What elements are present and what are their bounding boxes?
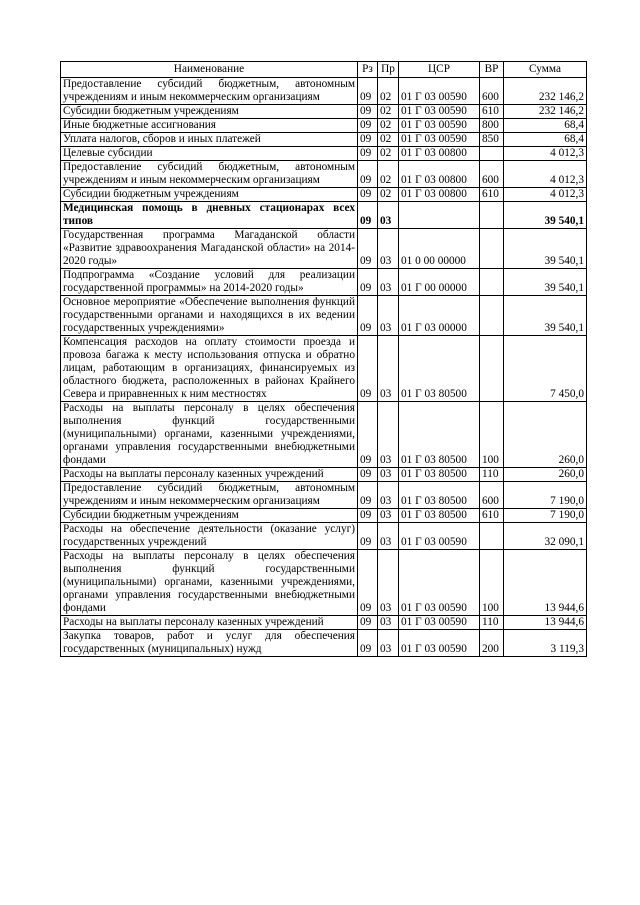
cell-vr: 610	[480, 105, 504, 119]
cell-name: Уплата налогов, сборов и иных платежей	[61, 133, 358, 147]
table-row	[61, 616, 587, 630]
cell-name: Медицинская помощь в дневных стационарах всех типов	[61, 202, 358, 229]
cell-pr: 03	[378, 336, 399, 402]
cell-sum: 260,0	[504, 402, 587, 468]
cell-name: Предоставление субсидий бюджетным, автономным учреждениям и иным некоммерческим организациям	[61, 78, 358, 105]
cell-vr: 110	[480, 616, 504, 630]
cell-vr	[480, 269, 504, 296]
cell-sum: 7 450,0	[504, 336, 587, 402]
cell-sum: 13 944,6	[504, 616, 587, 630]
cell-rz: 09	[358, 161, 378, 188]
cell-sum: 68,4	[504, 133, 587, 147]
cell-rz: 09	[358, 630, 378, 657]
cell-sum: 232 146,2	[504, 105, 587, 119]
cell-pr: 02	[378, 105, 399, 119]
cell-csr: 01 Г 03 00800	[399, 161, 480, 188]
cell-pr: 03	[378, 509, 399, 523]
cell-rz: 09	[358, 105, 378, 119]
cell-pr: 03	[378, 523, 399, 550]
cell-csr: 01 Г 03 00590	[399, 523, 480, 550]
cell-rz: 09	[358, 296, 378, 336]
cell-name: Расходы на выплаты персоналу в целях обеспечения выполнения функций государственными (муниципальными) органами, казенными учреждениями, органами управления государственными внебюджетными фондами	[61, 550, 358, 616]
cell-sum: 232 146,2	[504, 78, 587, 105]
column-header-csr: ЦСР	[399, 62, 480, 78]
cell-name: Субсидии бюджетным учреждениям	[61, 509, 358, 523]
cell-pr: 03	[378, 468, 399, 482]
cell-sum: 260,0	[504, 468, 587, 482]
table-row	[61, 133, 587, 147]
cell-vr	[480, 147, 504, 161]
cell-csr: 01 Г 03 00590	[399, 630, 480, 657]
cell-name: Закупка товаров, работ и услуг для обеспечения государственных (муниципальных) нужд	[61, 630, 358, 657]
cell-name: Компенсация расходов на оплату стоимости проезда и провоза багажа к месту использования отпуска и обратно лицам, работающим в организациях, финансируемых из областного бюджета, расположенных в районах Крайнего Севера и приравненных к ним местностях	[61, 336, 358, 402]
cell-pr: 02	[378, 147, 399, 161]
cell-csr: 01 Г 03 00590	[399, 550, 480, 616]
cell-pr: 03	[378, 482, 399, 509]
table-row	[61, 229, 587, 269]
cell-vr: 100	[480, 550, 504, 616]
cell-rz: 09	[358, 402, 378, 468]
header-row	[61, 62, 587, 78]
cell-sum: 13 944,6	[504, 550, 587, 616]
cell-rz: 09	[358, 509, 378, 523]
table-row	[61, 105, 587, 119]
cell-vr: 600	[480, 482, 504, 509]
cell-rz: 09	[358, 119, 378, 133]
cell-rz: 09	[358, 202, 378, 229]
cell-csr: 01 Г 00 00000	[399, 269, 480, 296]
cell-csr	[399, 202, 480, 229]
cell-sum: 39 540,1	[504, 296, 587, 336]
cell-vr: 610	[480, 509, 504, 523]
table-row	[61, 202, 587, 229]
cell-rz: 09	[358, 336, 378, 402]
cell-name: Предоставление субсидий бюджетным, автономным учреждениям и иным некоммерческим организациям	[61, 161, 358, 188]
cell-csr: 01 Г 03 00590	[399, 119, 480, 133]
cell-pr: 03	[378, 630, 399, 657]
table-row	[61, 550, 587, 616]
cell-sum: 4 012,3	[504, 188, 587, 202]
cell-rz: 09	[358, 188, 378, 202]
cell-sum: 39 540,1	[504, 269, 587, 296]
cell-vr	[480, 202, 504, 229]
cell-pr: 03	[378, 202, 399, 229]
cell-name: Расходы на выплаты персоналу в целях обеспечения выполнения функций государственными (муниципальными) органами, казенными учреждениями, органами управления государственными внебюджетными фондами	[61, 402, 358, 468]
cell-vr	[480, 296, 504, 336]
table-row	[61, 119, 587, 133]
cell-csr: 01 Г 03 00800	[399, 147, 480, 161]
cell-vr	[480, 229, 504, 269]
cell-csr: 01 Г 03 80500	[399, 468, 480, 482]
cell-csr: 01 Г 03 00000	[399, 296, 480, 336]
cell-csr: 01 Г 03 00590	[399, 133, 480, 147]
cell-csr: 01 Г 03 00590	[399, 616, 480, 630]
cell-vr: 600	[480, 161, 504, 188]
cell-name: Субсидии бюджетным учреждениям	[61, 105, 358, 119]
cell-name: Иные бюджетные ассигнования	[61, 119, 358, 133]
cell-rz: 09	[358, 133, 378, 147]
cell-pr: 03	[378, 402, 399, 468]
cell-sum: 7 190,0	[504, 509, 587, 523]
cell-rz: 09	[358, 482, 378, 509]
cell-vr: 800	[480, 119, 504, 133]
cell-name: Предоставление субсидий бюджетным, автономным учреждениям и иным некоммерческим организациям	[61, 482, 358, 509]
table-row	[61, 78, 587, 105]
table-row	[61, 402, 587, 468]
cell-name: Государственная программа Магаданской области «Развитие здравоохранения Магаданской области» на 2014-2020 годы»	[61, 229, 358, 269]
cell-vr: 850	[480, 133, 504, 147]
table-row	[61, 296, 587, 336]
cell-pr: 03	[378, 296, 399, 336]
cell-name: Целевые субсидии	[61, 147, 358, 161]
column-header-name: Наименование	[61, 62, 358, 78]
column-header-vr: ВР	[480, 62, 504, 78]
cell-csr: 01 Г 03 00590	[399, 78, 480, 105]
cell-rz: 09	[358, 78, 378, 105]
cell-name: Основное мероприятие «Обеспечение выполнения функций государственными органами и находящихся в их ведении государственных учреждениями»	[61, 296, 358, 336]
table-row	[61, 509, 587, 523]
cell-pr: 02	[378, 78, 399, 105]
table-row	[61, 630, 587, 657]
cell-rz: 09	[358, 229, 378, 269]
cell-rz: 09	[358, 468, 378, 482]
cell-pr: 03	[378, 269, 399, 296]
cell-rz: 09	[358, 523, 378, 550]
cell-vr: 600	[480, 78, 504, 105]
budget-table	[60, 61, 587, 657]
cell-pr: 02	[378, 188, 399, 202]
table-row	[61, 336, 587, 402]
cell-csr: 01 Г 03 00800	[399, 188, 480, 202]
table-row	[61, 161, 587, 188]
cell-name: Расходы на выплаты персоналу казенных учреждений	[61, 468, 358, 482]
cell-csr: 01 Г 03 80500	[399, 336, 480, 402]
cell-sum: 4 012,3	[504, 147, 587, 161]
cell-rz: 09	[358, 616, 378, 630]
cell-pr: 02	[378, 133, 399, 147]
cell-vr: 610	[480, 188, 504, 202]
cell-vr: 200	[480, 630, 504, 657]
cell-vr: 110	[480, 468, 504, 482]
cell-csr: 01 Г 03 80500	[399, 402, 480, 468]
table-header	[61, 62, 587, 78]
cell-pr: 03	[378, 550, 399, 616]
column-header-sum: Сумма	[504, 62, 587, 78]
cell-sum: 4 012,3	[504, 161, 587, 188]
column-header-rz: Рз	[358, 62, 378, 78]
cell-name: Подпрограмма «Создание условий для реализации государственной программы» на 2014-2020 годы»	[61, 269, 358, 296]
table-row	[61, 188, 587, 202]
cell-csr: 01 0 00 00000	[399, 229, 480, 269]
cell-csr: 01 Г 03 00590	[399, 105, 480, 119]
table-row	[61, 482, 587, 509]
cell-csr: 01 Г 03 80500	[399, 482, 480, 509]
cell-sum: 39 540,1	[504, 202, 587, 229]
cell-vr	[480, 523, 504, 550]
table-row	[61, 269, 587, 296]
cell-name: Субсидии бюджетным учреждениям	[61, 188, 358, 202]
cell-pr: 03	[378, 616, 399, 630]
cell-name: Расходы на обеспечение деятельности (оказание услуг) государственных учреждений	[61, 523, 358, 550]
cell-pr: 03	[378, 229, 399, 269]
cell-sum: 7 190,0	[504, 482, 587, 509]
cell-sum: 3 119,3	[504, 630, 587, 657]
table-body	[61, 78, 587, 657]
cell-csr: 01 Г 03 80500	[399, 509, 480, 523]
table-row	[61, 468, 587, 482]
cell-pr: 02	[378, 119, 399, 133]
cell-rz: 09	[358, 269, 378, 296]
cell-sum: 39 540,1	[504, 229, 587, 269]
cell-pr: 02	[378, 161, 399, 188]
cell-sum: 68,4	[504, 119, 587, 133]
table-row	[61, 147, 587, 161]
cell-rz: 09	[358, 550, 378, 616]
cell-rz: 09	[358, 147, 378, 161]
cell-name: Расходы на выплаты персоналу казенных учреждений	[61, 616, 358, 630]
column-header-pr: Пр	[378, 62, 399, 78]
cell-vr	[480, 336, 504, 402]
cell-vr: 100	[480, 402, 504, 468]
cell-sum: 32 090,1	[504, 523, 587, 550]
table-row	[61, 523, 587, 550]
